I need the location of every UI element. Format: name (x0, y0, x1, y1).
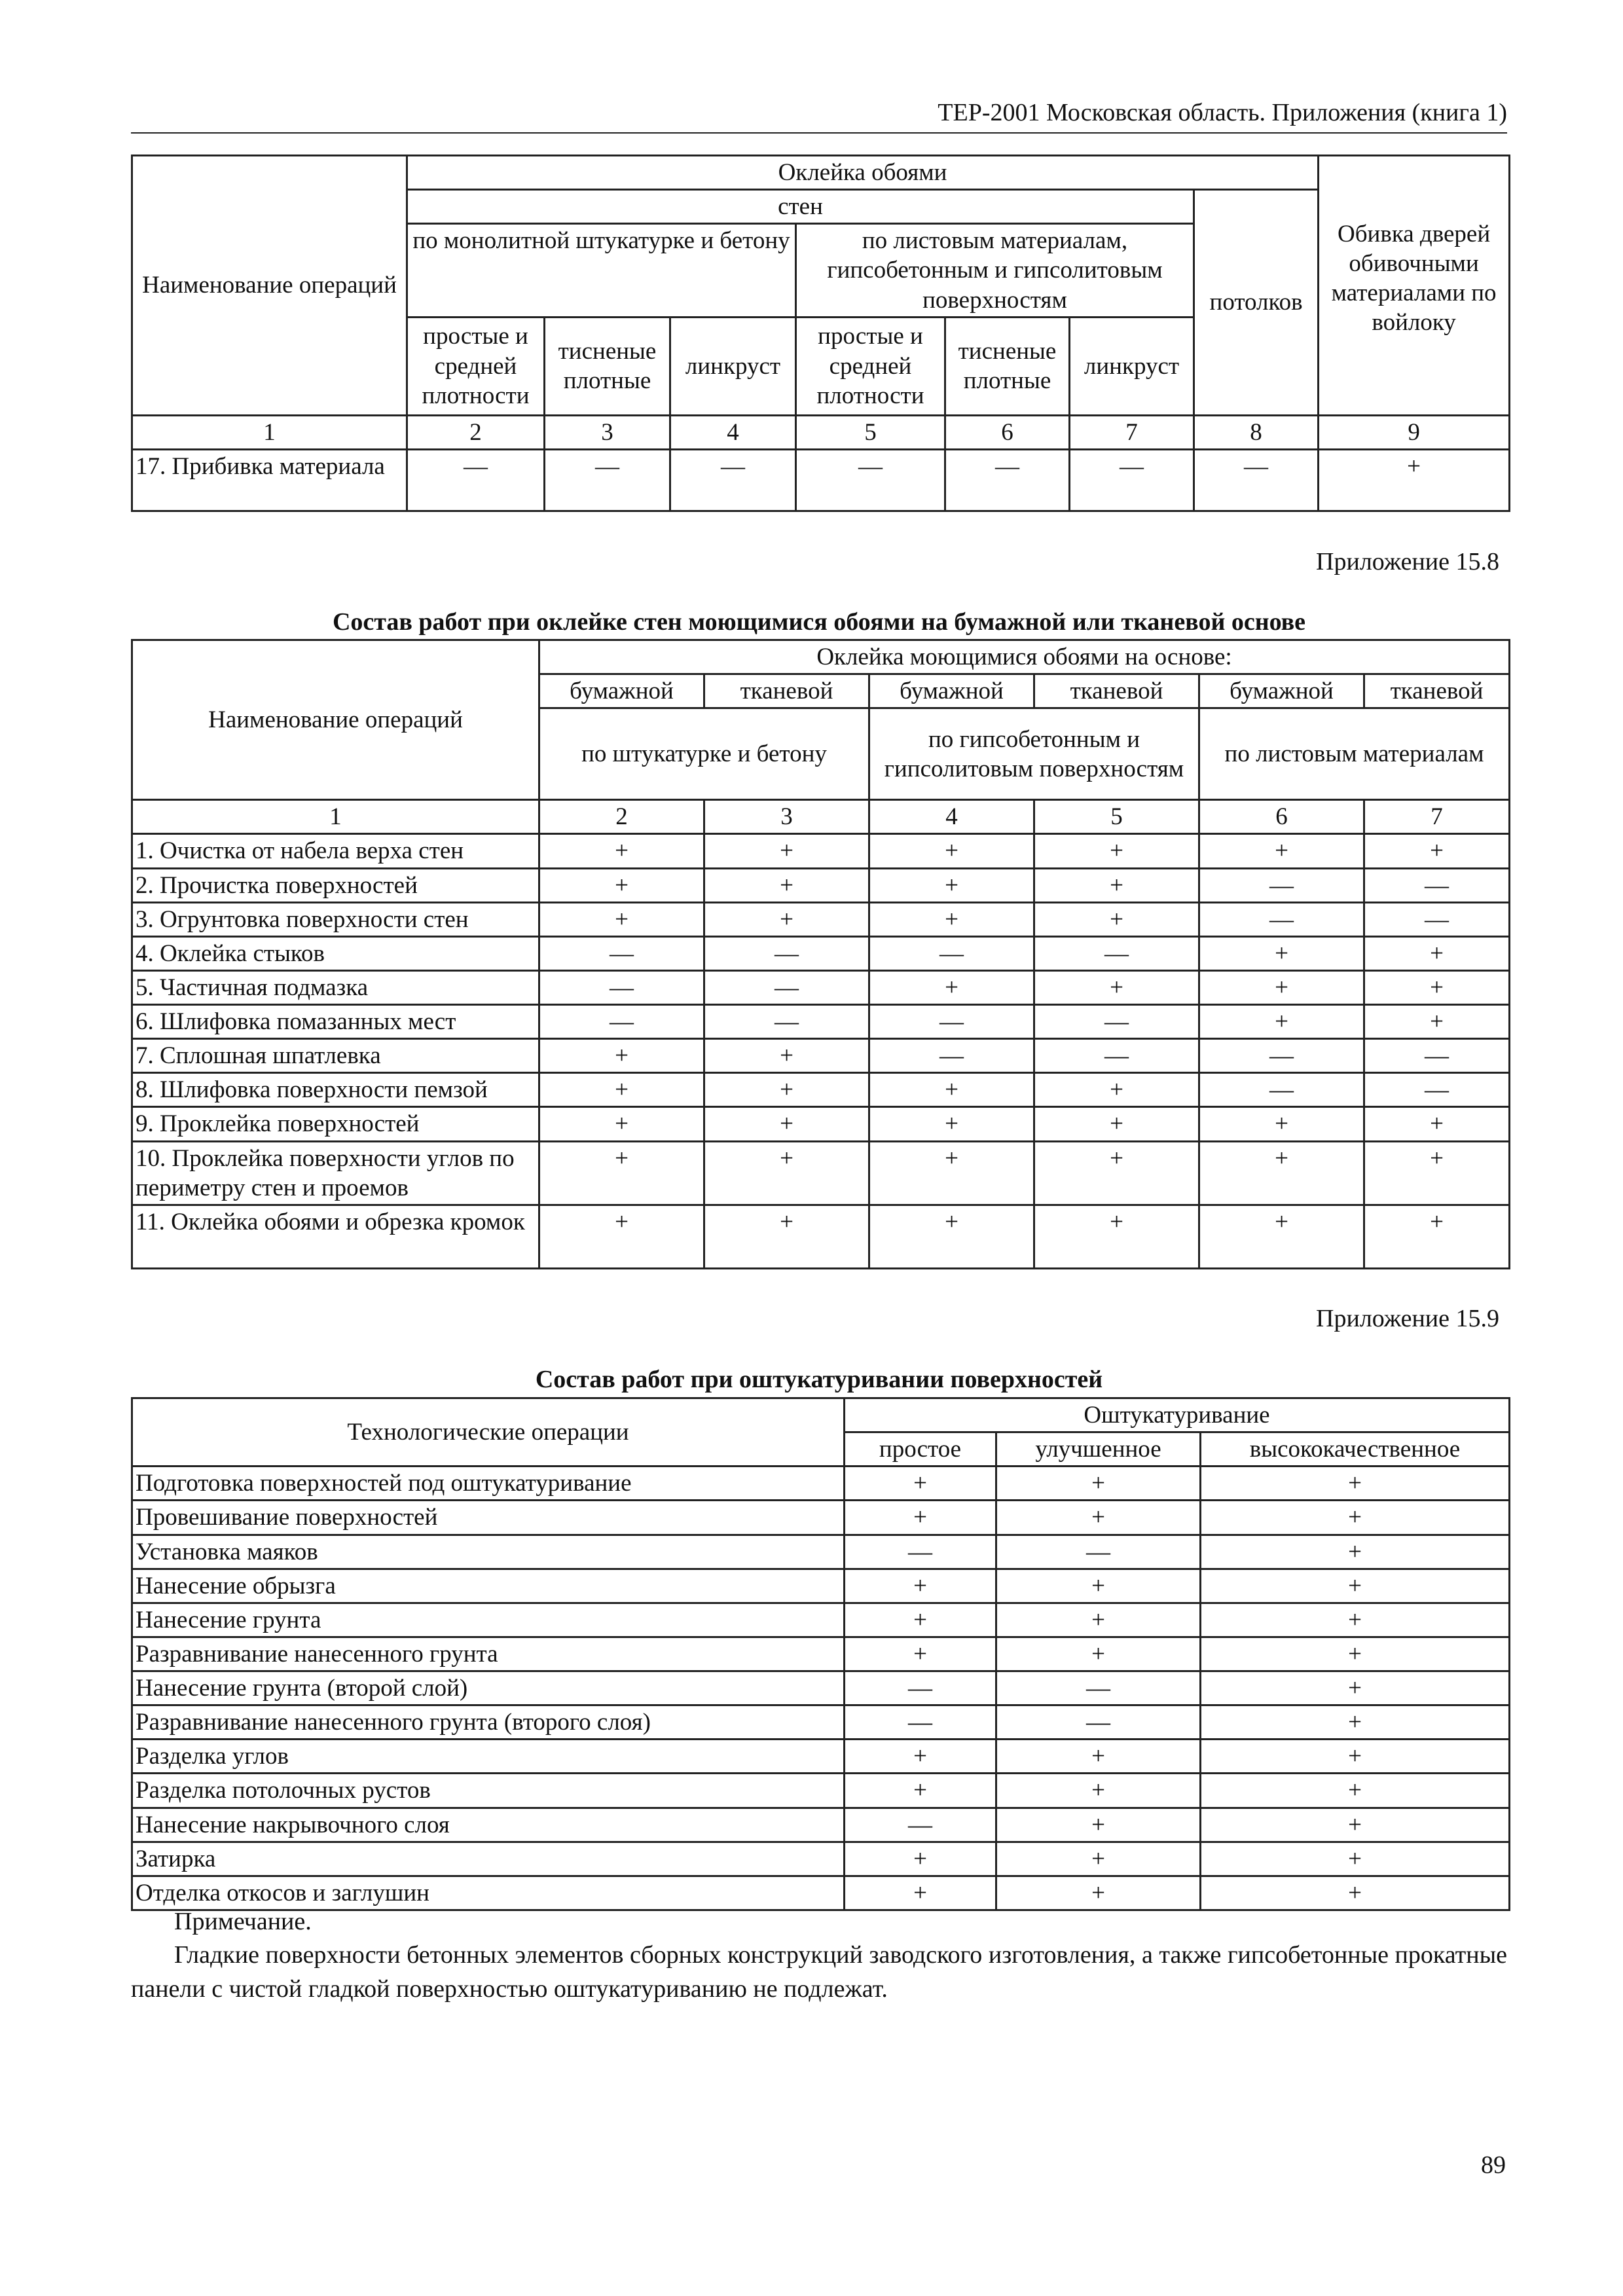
cell-value: + (704, 1073, 869, 1107)
leaf-header: линкруст (1070, 317, 1194, 415)
operation-name: Нанесение грунта (132, 1603, 845, 1637)
cell-value: — (845, 1705, 996, 1740)
cell-value: + (869, 834, 1034, 868)
cell-value: + (869, 1141, 1034, 1205)
cell-value: + (845, 1569, 996, 1603)
appendix-15-9-label: Приложение 15.9 (1316, 1305, 1499, 1332)
cell-value: — (796, 449, 945, 511)
cell-value: + (1199, 834, 1364, 868)
col-number: 6 (1199, 800, 1364, 834)
cell-value: + (845, 1842, 996, 1876)
cell-value: — (539, 970, 704, 1004)
running-header: ТЕР-2001 Московская область. Приложения (книга 1) (131, 98, 1507, 134)
cell-value: + (869, 970, 1034, 1004)
cell-value: + (996, 1603, 1201, 1637)
table-row (132, 1569, 1510, 1603)
operation-name: Затирка (132, 1842, 845, 1876)
col-number: 4 (869, 800, 1034, 834)
cell-value: + (1034, 1141, 1199, 1205)
header-washable: Оклейка моющимися обоями на основе: (539, 640, 1510, 674)
cell-value: + (704, 868, 869, 902)
operation-name: Установка маяков (132, 1535, 845, 1569)
cell-value: + (1201, 1501, 1510, 1535)
cell-value: + (996, 1501, 1201, 1535)
cell-value: — (869, 1005, 1034, 1039)
header-operation-name: Наименование операций (132, 156, 407, 416)
header-base: бумажной (1199, 674, 1364, 708)
cell-value: + (1364, 936, 1510, 970)
table-row (132, 868, 1510, 902)
header-walls: стен (407, 190, 1194, 224)
operation-name: Разделка потолочных рустов (132, 1774, 845, 1808)
cell-value: + (1034, 834, 1199, 868)
table-row (132, 1808, 1510, 1842)
cell-value: — (869, 936, 1034, 970)
cell-value: + (1034, 1107, 1199, 1141)
cell-value: + (1201, 1603, 1510, 1637)
table-row (132, 1740, 1510, 1774)
cell-value: + (1201, 1842, 1510, 1876)
cell-value: — (704, 1005, 869, 1039)
cell-value: — (1364, 1039, 1510, 1073)
header-surface: по листовым материалам (1199, 708, 1510, 800)
table-row (132, 834, 1510, 868)
cell-value: + (1199, 1141, 1364, 1205)
cell-value: + (704, 1039, 869, 1073)
cell-value: + (1201, 1876, 1510, 1910)
table-row (132, 1774, 1510, 1808)
cell-value: + (704, 1107, 869, 1141)
cell-value: + (869, 1073, 1034, 1107)
cell-value: — (1199, 868, 1364, 902)
cell-value: + (1034, 970, 1199, 1004)
cell-value: + (869, 1205, 1034, 1268)
cell-value: + (1201, 1637, 1510, 1671)
cell-value: — (996, 1535, 1201, 1569)
cell-value: + (1201, 1467, 1510, 1501)
col-number: 5 (796, 415, 945, 449)
cell-value: + (1201, 1705, 1510, 1740)
note (131, 1905, 1507, 2006)
header-monolith: по монолитной штукатурке и бетону (407, 224, 796, 317)
header-ceilings: потолков (1194, 190, 1319, 416)
col-number: 3 (545, 415, 670, 449)
cell-value: + (845, 1637, 996, 1671)
header-base: бумажной (869, 674, 1034, 708)
cell-value: — (1364, 1073, 1510, 1107)
cell-value: — (704, 936, 869, 970)
cell-value: + (539, 1039, 704, 1073)
cell-value: + (1364, 1107, 1510, 1141)
cell-value: + (1201, 1774, 1510, 1808)
col-number: 7 (1070, 415, 1194, 449)
cell-value: — (670, 449, 796, 511)
col-number: 4 (670, 415, 796, 449)
appendix-15-9-title: Состав работ при оштукатуривании поверхностей (535, 1366, 1103, 1393)
cell-value: + (845, 1467, 996, 1501)
cell-value: + (869, 902, 1034, 936)
cell-value: + (1319, 449, 1510, 511)
cell-value: + (1034, 868, 1199, 902)
cell-value: + (1364, 1141, 1510, 1205)
plastering-table (131, 1397, 1510, 1911)
cell-value: + (869, 868, 1034, 902)
table-row (132, 970, 1510, 1004)
header-plaster-type: высококачественное (1201, 1432, 1510, 1467)
col-number: 7 (1364, 800, 1510, 834)
cell-value: + (996, 1637, 1201, 1671)
plastering-table-body (132, 1467, 1510, 1910)
cell-value: + (996, 1876, 1201, 1910)
cell-value: + (845, 1740, 996, 1774)
header-wallpaper: Оклейка обоями (407, 156, 1319, 190)
cell-value: — (1199, 1039, 1364, 1073)
table-row (132, 1705, 1510, 1740)
header-sheets: по листовым материалам, гипсобетонным и гипсолитовым поверхностям (796, 224, 1194, 317)
col-number: 3 (704, 800, 869, 834)
note-label: Примечание. (174, 1908, 312, 1935)
cell-value: + (1199, 1205, 1364, 1268)
table-row (132, 1467, 1510, 1501)
operation-name: Провешивание поверхностей (132, 1501, 845, 1535)
operation-name: 17. Прибивка материала (132, 449, 407, 511)
col-number: 8 (1194, 415, 1319, 449)
appendix-15-8-label: Приложение 15.8 (1316, 548, 1499, 575)
cell-value: — (996, 1671, 1201, 1705)
cell-value: — (1194, 449, 1319, 511)
operation-name: 3. Огрунтовка поверхности стен (132, 902, 539, 936)
cell-value: — (1199, 1073, 1364, 1107)
operation-name: 9. Проклейка поверхностей (132, 1107, 539, 1141)
table-row (132, 1005, 1510, 1039)
col-number: 5 (1034, 800, 1199, 834)
table-row (132, 1842, 1510, 1876)
appendix-15-8-title: Состав работ при оклейке стен моющимися обоями на бумажной или тканевой основе (332, 608, 1306, 636)
header-base: бумажной (539, 674, 704, 708)
table-row (132, 449, 1510, 511)
col-number: 1 (132, 800, 539, 834)
table-row (132, 1501, 1510, 1535)
cell-value: — (1034, 1039, 1199, 1073)
cell-value: — (845, 1808, 996, 1842)
cell-value: — (1364, 902, 1510, 936)
table-row (132, 1637, 1510, 1671)
washable-wallpaper-table (131, 639, 1510, 1269)
operation-name: Отделка откосов и заглушин (132, 1876, 845, 1910)
cell-value: — (996, 1705, 1201, 1740)
operation-name: 4. Оклейка стыков (132, 936, 539, 970)
cell-value: + (539, 1073, 704, 1107)
leaf-header: тисненые плотные (945, 317, 1070, 415)
cell-value: + (1034, 902, 1199, 936)
table-row (132, 1671, 1510, 1705)
cell-value: — (545, 449, 670, 511)
cell-value: + (704, 1141, 869, 1205)
table-row (132, 1073, 1510, 1107)
cell-value: + (1199, 970, 1364, 1004)
operation-name: 1. Очистка от набела верха стен (132, 834, 539, 868)
cell-value: + (704, 902, 869, 936)
cell-value: + (539, 1107, 704, 1141)
table-row (132, 1141, 1510, 1205)
cell-value: — (869, 1039, 1034, 1073)
cell-value: + (996, 1569, 1201, 1603)
cell-value: + (1199, 936, 1364, 970)
cell-value: + (996, 1467, 1201, 1501)
cell-value: — (1034, 936, 1199, 970)
header-tech-operations: Технологические операции (132, 1398, 845, 1467)
cell-value: + (1034, 1073, 1199, 1107)
cell-value: + (1201, 1740, 1510, 1774)
cell-value: + (1201, 1808, 1510, 1842)
note-text: Гладкие поверхности бетонных элементов сборных конструкций заводского изготовления, а также гипсобетонные прокатные панели с чистой гладкой поверхностью оштукатуриванию не подлежат. (131, 1941, 1507, 2003)
operation-name: 8. Шлифовка поверхности пемзой (132, 1073, 539, 1107)
leaf-header: простые и средней плотности (796, 317, 945, 415)
header-operation-name: Наименование операций (132, 640, 539, 800)
cell-value: — (845, 1671, 996, 1705)
cell-value: + (539, 868, 704, 902)
cell-value: + (1201, 1535, 1510, 1569)
cell-value: + (1364, 1205, 1510, 1268)
cell-value: — (704, 970, 869, 1004)
operation-name: 7. Сплошная шпатлевка (132, 1039, 539, 1073)
cell-value: + (1201, 1569, 1510, 1603)
cell-value: + (1199, 1005, 1364, 1039)
cell-value: + (1364, 1005, 1510, 1039)
col-number: 2 (539, 800, 704, 834)
table-row (132, 1205, 1510, 1268)
leaf-header: простые и средней плотности (407, 317, 545, 415)
wallpaper-table (131, 155, 1510, 512)
cell-value: — (539, 1005, 704, 1039)
cell-value: + (1364, 834, 1510, 868)
cell-value: — (845, 1535, 996, 1569)
cell-value: + (1199, 1107, 1364, 1141)
col-number: 1 (132, 415, 407, 449)
cell-value: — (1070, 449, 1194, 511)
cell-value: — (945, 449, 1070, 511)
header-base: тканевой (1034, 674, 1199, 708)
table-row (132, 1107, 1510, 1141)
cell-value: + (704, 834, 869, 868)
operation-name: Нанесение грунта (второй слой) (132, 1671, 845, 1705)
header-surface: по штукатурке и бетону (539, 708, 869, 800)
leaf-header: линкруст (670, 317, 796, 415)
washable-table-body (132, 834, 1510, 1268)
cell-value: + (996, 1842, 1201, 1876)
leaf-header: тисненые плотные (545, 317, 670, 415)
col-number: 9 (1319, 415, 1510, 449)
cell-value: — (539, 936, 704, 970)
operation-name: Нанесение обрызга (132, 1569, 845, 1603)
header-plaster-type: простое (845, 1432, 996, 1467)
operation-name: 10. Проклейка поверхности углов по периметру стен и проемов (132, 1141, 539, 1205)
cell-value: + (1364, 970, 1510, 1004)
cell-value: + (845, 1876, 996, 1910)
table-row (132, 902, 1510, 936)
col-number: 2 (407, 415, 545, 449)
cell-value: + (845, 1501, 996, 1535)
operation-name: Разделка углов (132, 1740, 845, 1774)
col-number: 6 (945, 415, 1070, 449)
header-plaster-type: улучшенное (996, 1432, 1201, 1467)
operation-name: Нанесение накрывочного слоя (132, 1808, 845, 1842)
cell-value: — (407, 449, 545, 511)
page-number: 89 (1481, 2151, 1506, 2179)
cell-value: + (869, 1107, 1034, 1141)
operation-name: Подготовка поверхностей под оштукатуривание (132, 1467, 845, 1501)
cell-value: + (539, 902, 704, 936)
cell-value: + (1201, 1671, 1510, 1705)
cell-value: + (845, 1774, 996, 1808)
cell-value: — (1364, 868, 1510, 902)
table-row (132, 1039, 1510, 1073)
header-base: тканевой (704, 674, 869, 708)
header-plastering: Оштукатуривание (845, 1398, 1510, 1432)
header-doors: Обивка дверей обивочными материалами по войлоку (1319, 156, 1510, 416)
operation-name: 2. Прочистка поверхностей (132, 868, 539, 902)
cell-value: + (996, 1774, 1201, 1808)
table-row (132, 1535, 1510, 1569)
cell-value: — (1034, 1005, 1199, 1039)
operation-name: 6. Шлифовка помазанных мест (132, 1005, 539, 1039)
table-row (132, 936, 1510, 970)
cell-value: + (996, 1740, 1201, 1774)
cell-value: + (704, 1205, 869, 1268)
cell-value: + (539, 1205, 704, 1268)
operation-name: Разравнивание нанесенного грунта (второго слоя) (132, 1705, 845, 1740)
cell-value: + (996, 1808, 1201, 1842)
operation-name: 11. Оклейка обоями и обрезка кромок (132, 1205, 539, 1268)
cell-value: + (539, 1141, 704, 1205)
operation-name: Разравнивание нанесенного грунта (132, 1637, 845, 1671)
header-base: тканевой (1364, 674, 1510, 708)
cell-value: + (845, 1603, 996, 1637)
cell-value: + (1034, 1205, 1199, 1268)
operation-name: 5. Частичная подмазка (132, 970, 539, 1004)
cell-value: + (539, 834, 704, 868)
cell-value: — (1199, 902, 1364, 936)
header-surface: по гипсобетонным и гипсолитовым поверхностям (869, 708, 1199, 800)
table-row (132, 1603, 1510, 1637)
